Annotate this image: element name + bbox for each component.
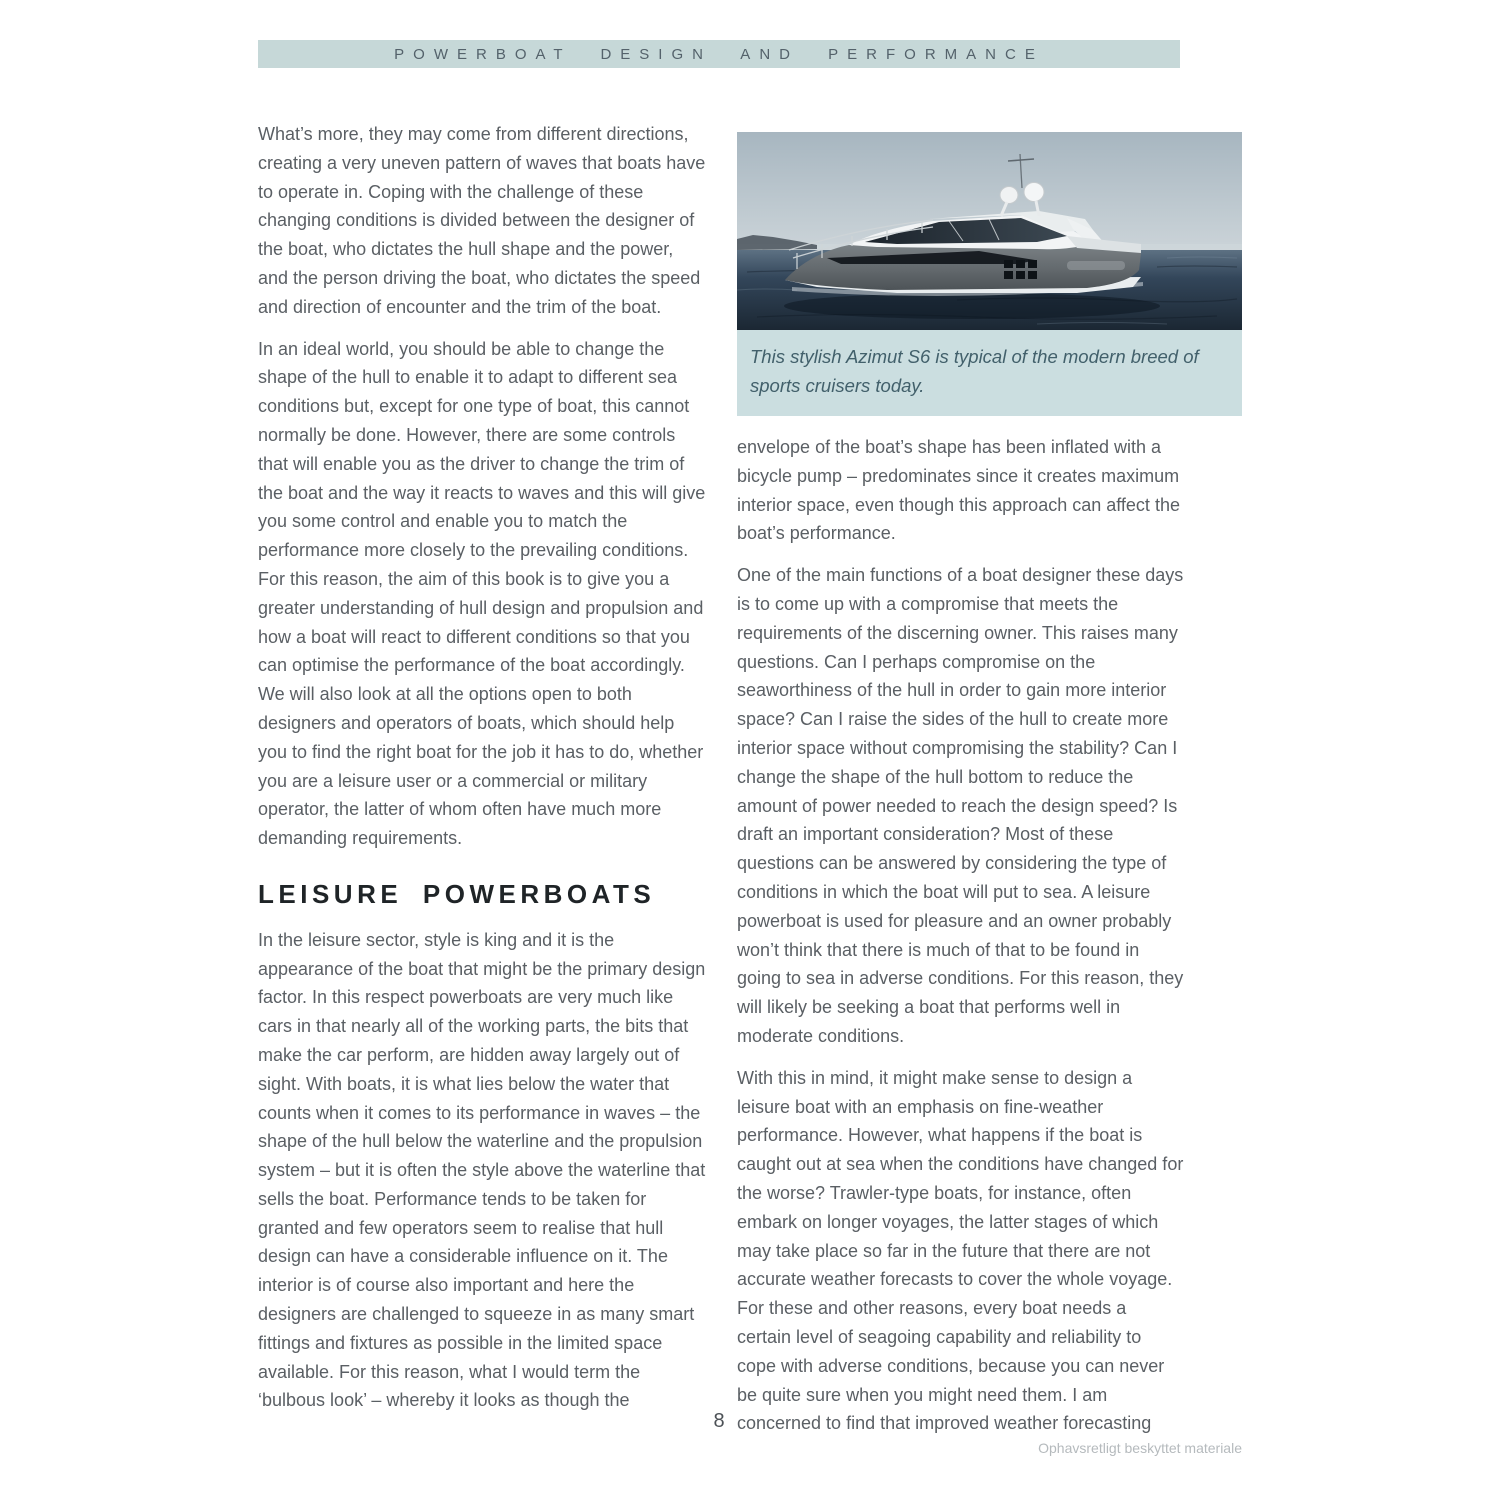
figure-caption: This stylish Azimut S6 is typical of the modern breed of sports cruisers today. [737, 330, 1242, 416]
page-number: 8 [713, 1410, 725, 1432]
right-column [737, 132, 1242, 1451]
paragraph: In the leisure sector, style is king and it is the appearance of the boat that might be the primary design factor. In this respect powerboats are very much like cars in that nearly all of the working parts, the bits that make the car perform, are hidden away largely out of sight. With boats, it is what lies below the water that counts when it comes to its performance in waves – the shape of the hull below the waterline and the propulsion system – but it is often the style above the waterline that sells the boat. Performance tends to be taken for granted and few operators seem to realise that hull design can have a considerable influence on it. The interior is of course also important and here the designers are challenged to squeeze in as many smart fittings and fixtures as possible in the limited space available. For this reason, what I would term the ‘bulbous look’ – whereby it looks as though the [258, 929, 706, 1411]
section-heading: LEISURE POWERBOATS [258, 878, 656, 909]
left-column [258, 120, 706, 1428]
paragraph: In an ideal world, you should be able to change the shape of the hull to enable it to adapt to different sea conditions but, except for one type of boat, this cannot normally be done. However, there are some controls that will enable you as the driver to change the trim of the boat and the way it reacts to waves and this will give you some control and enable you to match the performance more closely to the prevailing conditions. For this reason, the aim of this book is to give you a greater understanding of hull design and propulsion and how a boat will react to different conditions so that you can optimise the performance of the boat accordingly. We will also look at all the options open to both designers and operators of boats, which should help you to find the right boat for the job it has to do, whether you are a leisure user or a commercial or military operator, the latter of whom often have much more demanding requirements. [258, 338, 706, 849]
figure [737, 132, 1242, 416]
right-column-text [737, 433, 1185, 1438]
paragraph: What’s more, they may come from different directions, creating a very uneven pattern of waves that boats have to operate in. Coping with the challenge of these changing conditions is divided between the designer of the boat, who dictates the hull shape and the power, and the person driving the boat, who dictates the speed and direction of encounter and the trim of the boat. [258, 124, 706, 317]
banner-title: POWERBOAT DESIGN AND PERFORMANCE [394, 45, 1044, 63]
paragraph: One of the main functions of a boat designer these days is to come up with a compromise that meets the requirements of the discerning owner. This raises many questions. Can I perhaps compromise on the seaworthiness of the hull in order to gain more interior space? Can I raise the sides of the hull to create more interior space without compromising the stability? Can I change the shape of the hull bottom to reduce the amount of power needed to reach the design speed? Is draft an important consideration? Most of these questions can be answered by considering the type of conditions in which the boat will put to sea. A leisure powerboat is used for pleasure and an owner probably won’t think that there is much of that to be found in going to sea in adverse conditions. For this reason, they will likely be seeking a boat that performs well in moderate conditions. [737, 565, 1184, 1046]
boat-photo [737, 132, 1242, 330]
paragraph: envelope of the boat’s shape has been inflated with a bicycle pump – predominates since it creates maximum interior space, even though this approach can affect the boat’s performance. [737, 437, 1180, 544]
paragraph: With this in mind, it might make sense to design a leisure boat with an emphasis on fine-weather performance. However, what happens if the boat is caught out at sea when the conditions have changed for the worse? Trawler-type boats, for instance, often embark on longer voyages, the latter stages of which may take place so far in the future that there are not accurate weather forecasts to cover the whole voyage. For these and other reasons, every boat needs a certain level of seagoing capability and reliability to cope with adverse conditions, because you can never be quite sure when you might need them. I am concerned to find that improved weather forecasting [737, 1067, 1184, 1434]
header-banner [258, 40, 1180, 68]
copyright-notice: Ophavsretligt beskyttet materiale [1038, 1440, 1242, 1456]
